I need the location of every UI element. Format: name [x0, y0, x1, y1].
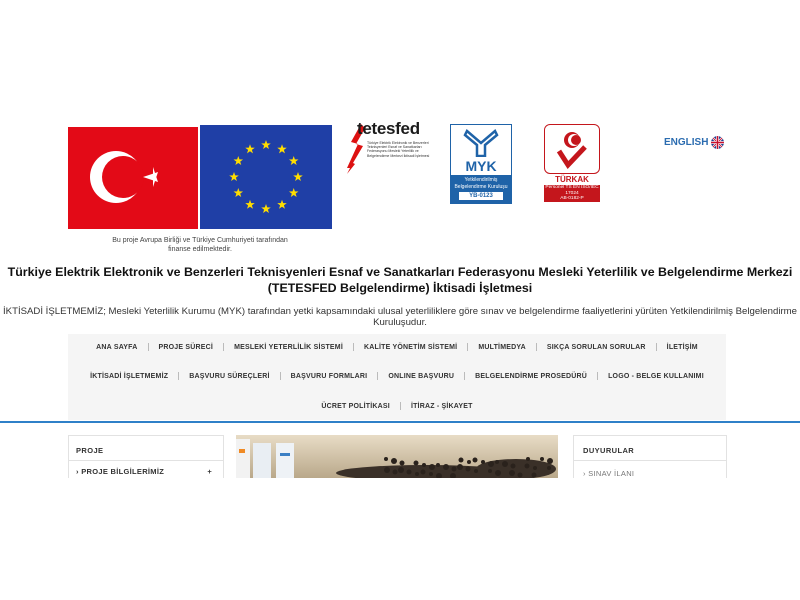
audience-head	[457, 464, 463, 470]
expand-icon[interactable]: +	[207, 467, 212, 476]
audience-head	[422, 463, 426, 467]
event-photo	[236, 435, 558, 478]
audience-head	[525, 464, 530, 469]
tetesfed-logo[interactable]	[345, 118, 433, 178]
audience-head	[466, 467, 471, 472]
audience-head	[414, 461, 419, 466]
myk-emblem-icon	[463, 129, 499, 157]
audience-head	[443, 464, 449, 470]
audience-head	[415, 472, 419, 476]
audience-head	[533, 466, 537, 470]
audience-head	[384, 467, 390, 473]
nav-divider	[0, 421, 800, 423]
nav-item[interactable]: ANA SAYFA	[96, 343, 138, 351]
announcement-item[interactable]	[583, 469, 634, 478]
nav-item[interactable]: BAŞVURU FORMLARI	[290, 372, 368, 380]
english-label: ENGLISH	[664, 137, 709, 148]
nav-row-2	[68, 372, 726, 380]
audience-head	[488, 469, 492, 473]
turkak-emblem-icon	[555, 129, 589, 171]
audience-head	[509, 470, 515, 476]
audience-head	[393, 470, 398, 475]
nav-item[interactable]: LOGO - BELGE KULLANIMI	[608, 372, 704, 380]
audience-head	[384, 457, 388, 461]
myk-band-text: Yetkilendirilmiş Belgelendirme Kuruluşu	[454, 177, 508, 190]
nav-item[interactable]: SIKÇA SORULAN SORULAR	[546, 343, 646, 351]
sidebar-item-label: PROJE BİLGİLERİMİZ	[81, 467, 165, 476]
audience-head	[452, 467, 457, 472]
myk-logo[interactable]	[450, 124, 512, 204]
page-title: Türkiye Elektrik Elektronik ve Benzerleri Teknisyenleri Esnaf ve Sanatkarları Federasyonu Mesleki Yeterlilik ve Belgelendirme Merkezi (TETESFED Belgelendirme) İktisadi İşletmesi	[7, 265, 793, 295]
nav-item[interactable]: PROJE SÜRECİ	[158, 343, 214, 351]
sidebar-divider	[574, 460, 726, 461]
myk-band	[451, 175, 511, 203]
audience-head	[391, 458, 397, 464]
page-fade	[0, 478, 800, 600]
uk-flag-icon	[711, 136, 724, 149]
nav-item[interactable]: ONLINE BAŞVURU	[388, 372, 455, 380]
audience-head	[421, 470, 426, 475]
nav-item[interactable]: İTİRAZ - ŞİKAYET	[410, 402, 473, 410]
audience-head	[398, 467, 404, 473]
turkak-band-text: Personel TS EN ISO/IEC 17024	[545, 185, 599, 196]
sidebar-divider	[69, 460, 223, 461]
org-description: İKTİSADİ İŞLETMEMİZ; Mesleki Yeterlilik Kurumu (MYK) tarafından yetki kapsamındaki ulusal yeterliliklere göre sınav ve belgelendirme faaliyetlerini yürüten Yetkilendirilmiş Belgelendirme	[3, 306, 797, 317]
sidebar-heading: PROJE	[76, 446, 104, 455]
audience-head	[459, 458, 464, 463]
audience-head	[429, 464, 435, 470]
english-language-link[interactable]	[664, 136, 724, 149]
project-sidebar	[68, 435, 224, 481]
tetesfed-subtitle: Türkiye Elektrik Elektronik ve Benzerleri Teknisyenleri Esnaf ve Sanatkarları Federasyonu Mesleki Yeterlilik ve Belgelendirme Merkezi İktisadi İşletmesi	[367, 141, 430, 158]
turkak-code: AB-0182-P	[560, 196, 584, 202]
audience-head	[502, 461, 508, 467]
org-description-cont: Kuruluşudur.	[373, 317, 427, 328]
nav-item[interactable]: BAŞVURU SÜREÇLERİ	[189, 372, 270, 380]
myk-code: YB-0123	[459, 192, 503, 200]
audience-head	[467, 460, 471, 464]
nav-item[interactable]: MULTİMEDYA	[478, 343, 526, 351]
tr-eu-flags	[68, 125, 332, 231]
chevron-right-icon: ›	[583, 469, 586, 478]
nav-item[interactable]: İKTİSADİ İŞLETMEMİZ	[90, 372, 169, 380]
chevron-right-icon: ›	[76, 467, 79, 476]
audience-head	[547, 466, 551, 470]
announcements-sidebar	[573, 435, 727, 481]
turkak-band	[544, 185, 600, 202]
announcements-heading: DUYURULAR	[583, 446, 635, 455]
audience-head	[495, 460, 499, 464]
announcement-label: SINAV İLANI	[588, 469, 635, 478]
tetesfed-wordmark: tetesfed	[357, 119, 420, 138]
myk-wordmark: MYK	[465, 158, 497, 174]
audience-head	[429, 472, 433, 476]
audience-head	[407, 470, 412, 475]
turkak-logo[interactable]	[544, 124, 600, 204]
flag-funding-note: Bu proje Avrupa Birliği ve Türkiye Cumhuriyeti tarafından finanse edilmektedir.	[112, 237, 288, 253]
sidebar-item-proje-bilgilerimiz[interactable]	[76, 467, 218, 476]
audience-head	[495, 470, 501, 476]
audience-head	[436, 463, 440, 467]
nav-item[interactable]: ÜCRET POLİTİKASI	[321, 402, 390, 410]
turkak-wordmark: TÜRKAK	[555, 175, 589, 184]
nav-row-3	[68, 402, 726, 410]
audience-head	[540, 457, 544, 461]
nav-item[interactable]: MESLEKİ YETERLİLİK SİSTEMİ	[234, 343, 343, 351]
audience-head	[474, 469, 478, 473]
audience-head	[511, 464, 516, 469]
nav-item[interactable]: İLETİŞİM	[666, 343, 698, 351]
main-navigation	[68, 334, 726, 420]
audience-head	[481, 460, 485, 464]
audience-head	[518, 473, 523, 478]
audience-head	[532, 473, 537, 478]
nav-item[interactable]: KALİTE YÖNETİM SİSTEMİ	[363, 343, 458, 351]
audience-head	[526, 457, 530, 461]
audience-head	[547, 458, 553, 464]
audience-head	[488, 461, 494, 467]
nav-row-1	[68, 343, 726, 351]
audience-head	[473, 458, 478, 463]
nav-item[interactable]: BELGELENDİRME PROSEDÜRÜ	[475, 372, 588, 380]
audience-head	[400, 461, 405, 466]
